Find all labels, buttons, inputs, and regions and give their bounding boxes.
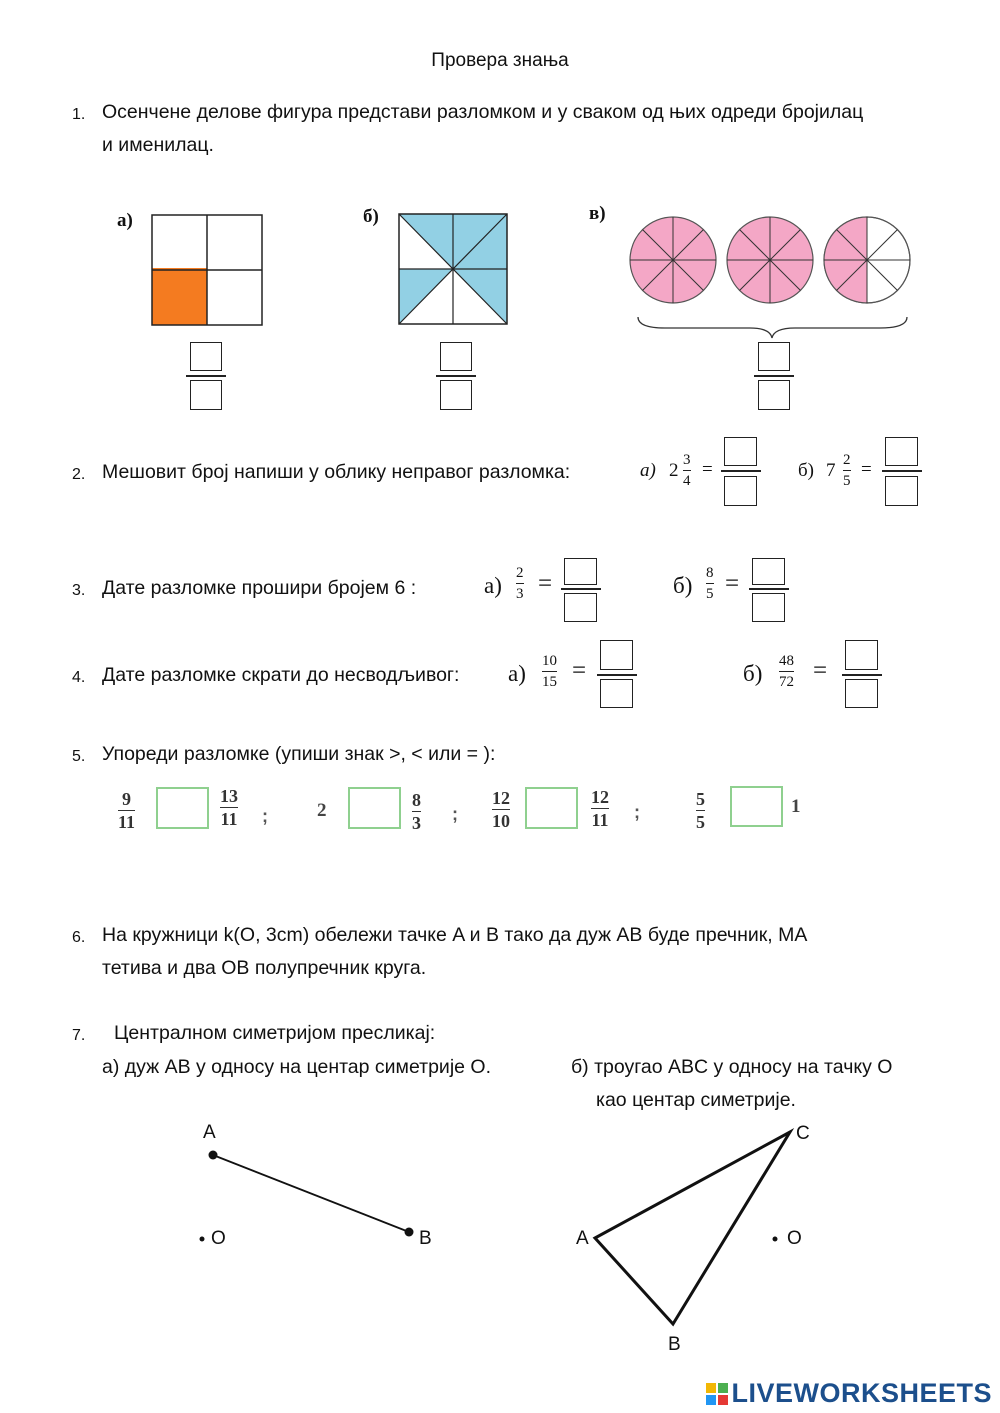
point-o-dot-b (773, 1237, 778, 1242)
q2a-equals: = (702, 459, 713, 480)
q4-text: Дате разломке скрати до несводљивог: (102, 664, 460, 686)
point-c-label-7b: C (796, 1123, 810, 1144)
q4b-numerator-box[interactable] (845, 640, 878, 670)
q5-item1-left-denominator: 11 (118, 812, 136, 832)
figure-v-circles (625, 210, 915, 340)
q2b-denominator: 5 (843, 473, 851, 489)
q2a-label: а) (640, 460, 656, 481)
q2a-denominator-box[interactable] (724, 476, 757, 506)
q1v-denominator-box[interactable] (758, 380, 790, 410)
q1v-numerator-box[interactable] (758, 342, 790, 371)
q5-item4-left-fraction (696, 790, 705, 831)
q3a-numerator-box[interactable] (564, 558, 597, 585)
point-b-dot (405, 1228, 414, 1237)
triangle-abc (595, 1132, 790, 1324)
q4b-numerator: 48 (779, 653, 794, 669)
q4a-denominator-box[interactable] (600, 679, 633, 708)
q4a-equals: = (572, 657, 587, 684)
q4a-numerator-box[interactable] (600, 640, 633, 670)
point-a-label-7a: A (203, 1122, 216, 1143)
q3b-numerator: 8 (706, 565, 714, 581)
figure-a-grid (150, 213, 265, 329)
q5-item2-right-denominator: 3 (412, 813, 421, 833)
q7-geometry-drawings (0, 1110, 1000, 1360)
q2a-fraction (683, 452, 691, 489)
q5-item2-left-whole: 2 (317, 800, 327, 821)
q2a-whole: 2 (669, 460, 679, 481)
point-b-label-7b: B (668, 1334, 681, 1355)
q5-item3-answer-box[interactable] (525, 787, 578, 829)
q1v-fraction-bar (754, 375, 794, 377)
page-title: Провера знања (431, 50, 569, 71)
q1-text-line1: Осенчене делове фигура представи разломком и у сваком од њих одреди бројилац (102, 101, 864, 123)
q3a-label: а) (484, 573, 502, 598)
q3-text: Дате разломке прошири бројем 6 : (102, 577, 417, 599)
q1a-fraction-bar (186, 375, 226, 377)
q3b-numerator-box[interactable] (752, 558, 785, 585)
q6-text-line2: тетива и два OB полупречник круга. (102, 957, 427, 979)
q2b-fraction (843, 452, 851, 489)
q5-separator-2: ; (452, 804, 458, 824)
q5-item3-left-numerator: 12 (492, 788, 510, 808)
q7a-text: а) дуж AB у односу на центар симетрије O. (102, 1056, 492, 1078)
q6-number: 6. (72, 929, 86, 946)
q5-item3-right-fraction (591, 788, 609, 829)
q5-item3-left-fraction (492, 789, 510, 830)
q5-item2-answer-box[interactable] (348, 787, 401, 829)
q5-item1-right-fraction (220, 787, 238, 828)
figure-a-shaded-cell (152, 268, 207, 325)
q2-text: Мешовит број напиши у облику неправог разломка: (102, 461, 571, 483)
q2a-denominator: 4 (683, 473, 691, 489)
q5-number: 5. (72, 748, 86, 765)
q5-item1-left-fraction (118, 790, 135, 831)
q5-item1-right-numerator: 13 (220, 786, 238, 806)
q2b-numerator-box[interactable] (885, 437, 918, 466)
q4a-label: а) (508, 661, 526, 686)
q1a-numerator-box[interactable] (190, 342, 222, 371)
q1-label-v: в) (589, 203, 606, 224)
q2b-denominator-box[interactable] (885, 476, 918, 506)
q1-label-b: б) (363, 206, 379, 227)
q2a-numerator-box[interactable] (724, 437, 757, 466)
point-a-label-7b: A (576, 1228, 589, 1249)
q3b-equals: = (725, 570, 740, 597)
q4a-denominator: 15 (542, 674, 557, 690)
q4a-fraction (542, 653, 557, 690)
figure-b-square (397, 212, 509, 328)
q5-item4-left-numerator: 5 (696, 789, 705, 809)
q1-text-line2: и именилац. (102, 134, 214, 156)
q3b-denominator-box[interactable] (752, 593, 785, 622)
q5-item2-right-numerator: 8 (412, 790, 421, 810)
q1b-denominator-box[interactable] (440, 380, 472, 410)
q3-number: 3. (72, 582, 86, 599)
q2b-equals: = (861, 459, 872, 480)
point-b-label-7a: B (419, 1228, 432, 1249)
q5-item2-right-fraction (412, 791, 421, 832)
point-a-dot (209, 1151, 218, 1160)
q5-item1-left-numerator: 9 (122, 789, 131, 809)
q5-item3-right-numerator: 12 (591, 787, 609, 807)
point-o-dot-a (200, 1237, 205, 1242)
q5-item4-right-whole: 1 (791, 796, 801, 817)
q4a-fraction-bar (597, 674, 637, 676)
q7-text: Централном симетријом пресликај: (114, 1022, 436, 1044)
q3a-fraction (516, 565, 524, 602)
q5-item1-answer-box[interactable] (156, 787, 209, 829)
q2b-whole: 7 (826, 460, 836, 481)
liveworksheets-logo (705, 1378, 992, 1409)
segment-ab (213, 1155, 409, 1232)
q3a-denominator: 3 (516, 586, 524, 602)
q6-text-line1: На кружници k(O, 3cm) обележи тачке A и B тако да дуж AB буде пречник, MA (102, 924, 808, 946)
q1b-numerator-box[interactable] (440, 342, 472, 371)
q5-separator-3: ; (634, 802, 640, 822)
q3b-label: б) (673, 573, 693, 598)
q3a-denominator-box[interactable] (564, 593, 597, 622)
q2b-numerator: 2 (843, 452, 851, 468)
point-o-label-7a: O (211, 1228, 226, 1249)
q5-item1-right-denominator: 11 (220, 809, 238, 829)
liveworksheets-logo-icon (705, 1382, 729, 1406)
q7-number: 7. (72, 1027, 86, 1044)
q5-separator-1: ; (262, 806, 268, 826)
q5-item3-right-denominator: 11 (591, 810, 609, 830)
q2-number: 2. (72, 466, 86, 483)
q4-number: 4. (72, 669, 86, 686)
q1-number: 1. (72, 106, 86, 123)
q3a-equals: = (538, 570, 553, 597)
q5-item4-answer-box[interactable] (730, 786, 783, 827)
q5-text: Упореди разломке (упиши знак >, < или = ): (102, 743, 496, 765)
point-o-label-7b: O (787, 1228, 802, 1249)
q4b-fraction (779, 653, 794, 690)
q7b-text-line1: б) троугао ABC у односу на тачку O (571, 1056, 893, 1078)
liveworksheets-brand-text: LIVEWORKSHEETS (731, 1378, 992, 1408)
q3a-fraction-bar (561, 588, 601, 590)
q4a-numerator: 10 (542, 653, 557, 669)
q7b-text-line2: као центар симетрије. (596, 1089, 796, 1111)
q1b-fraction-bar (436, 375, 476, 377)
q1a-denominator-box[interactable] (190, 380, 222, 410)
q5-item4-left-denominator: 5 (696, 812, 705, 832)
q3b-fraction (706, 565, 714, 602)
q4b-denominator: 72 (779, 674, 794, 690)
q3a-numerator: 2 (516, 565, 524, 581)
q4b-denominator-box[interactable] (845, 679, 878, 708)
q4b-equals: = (813, 657, 828, 684)
q1-label-a: а) (117, 210, 133, 231)
q4b-fraction-bar (842, 674, 882, 676)
q3b-fraction-bar (749, 588, 789, 590)
q3b-denominator: 5 (706, 586, 714, 602)
q2a-numerator: 3 (683, 452, 691, 468)
q2b-fraction-bar (882, 470, 922, 472)
q2a-fraction-bar (721, 470, 761, 472)
q2b-label: б) (798, 460, 814, 481)
q5-item3-left-denominator: 10 (492, 811, 510, 831)
q4b-label: б) (743, 661, 763, 686)
